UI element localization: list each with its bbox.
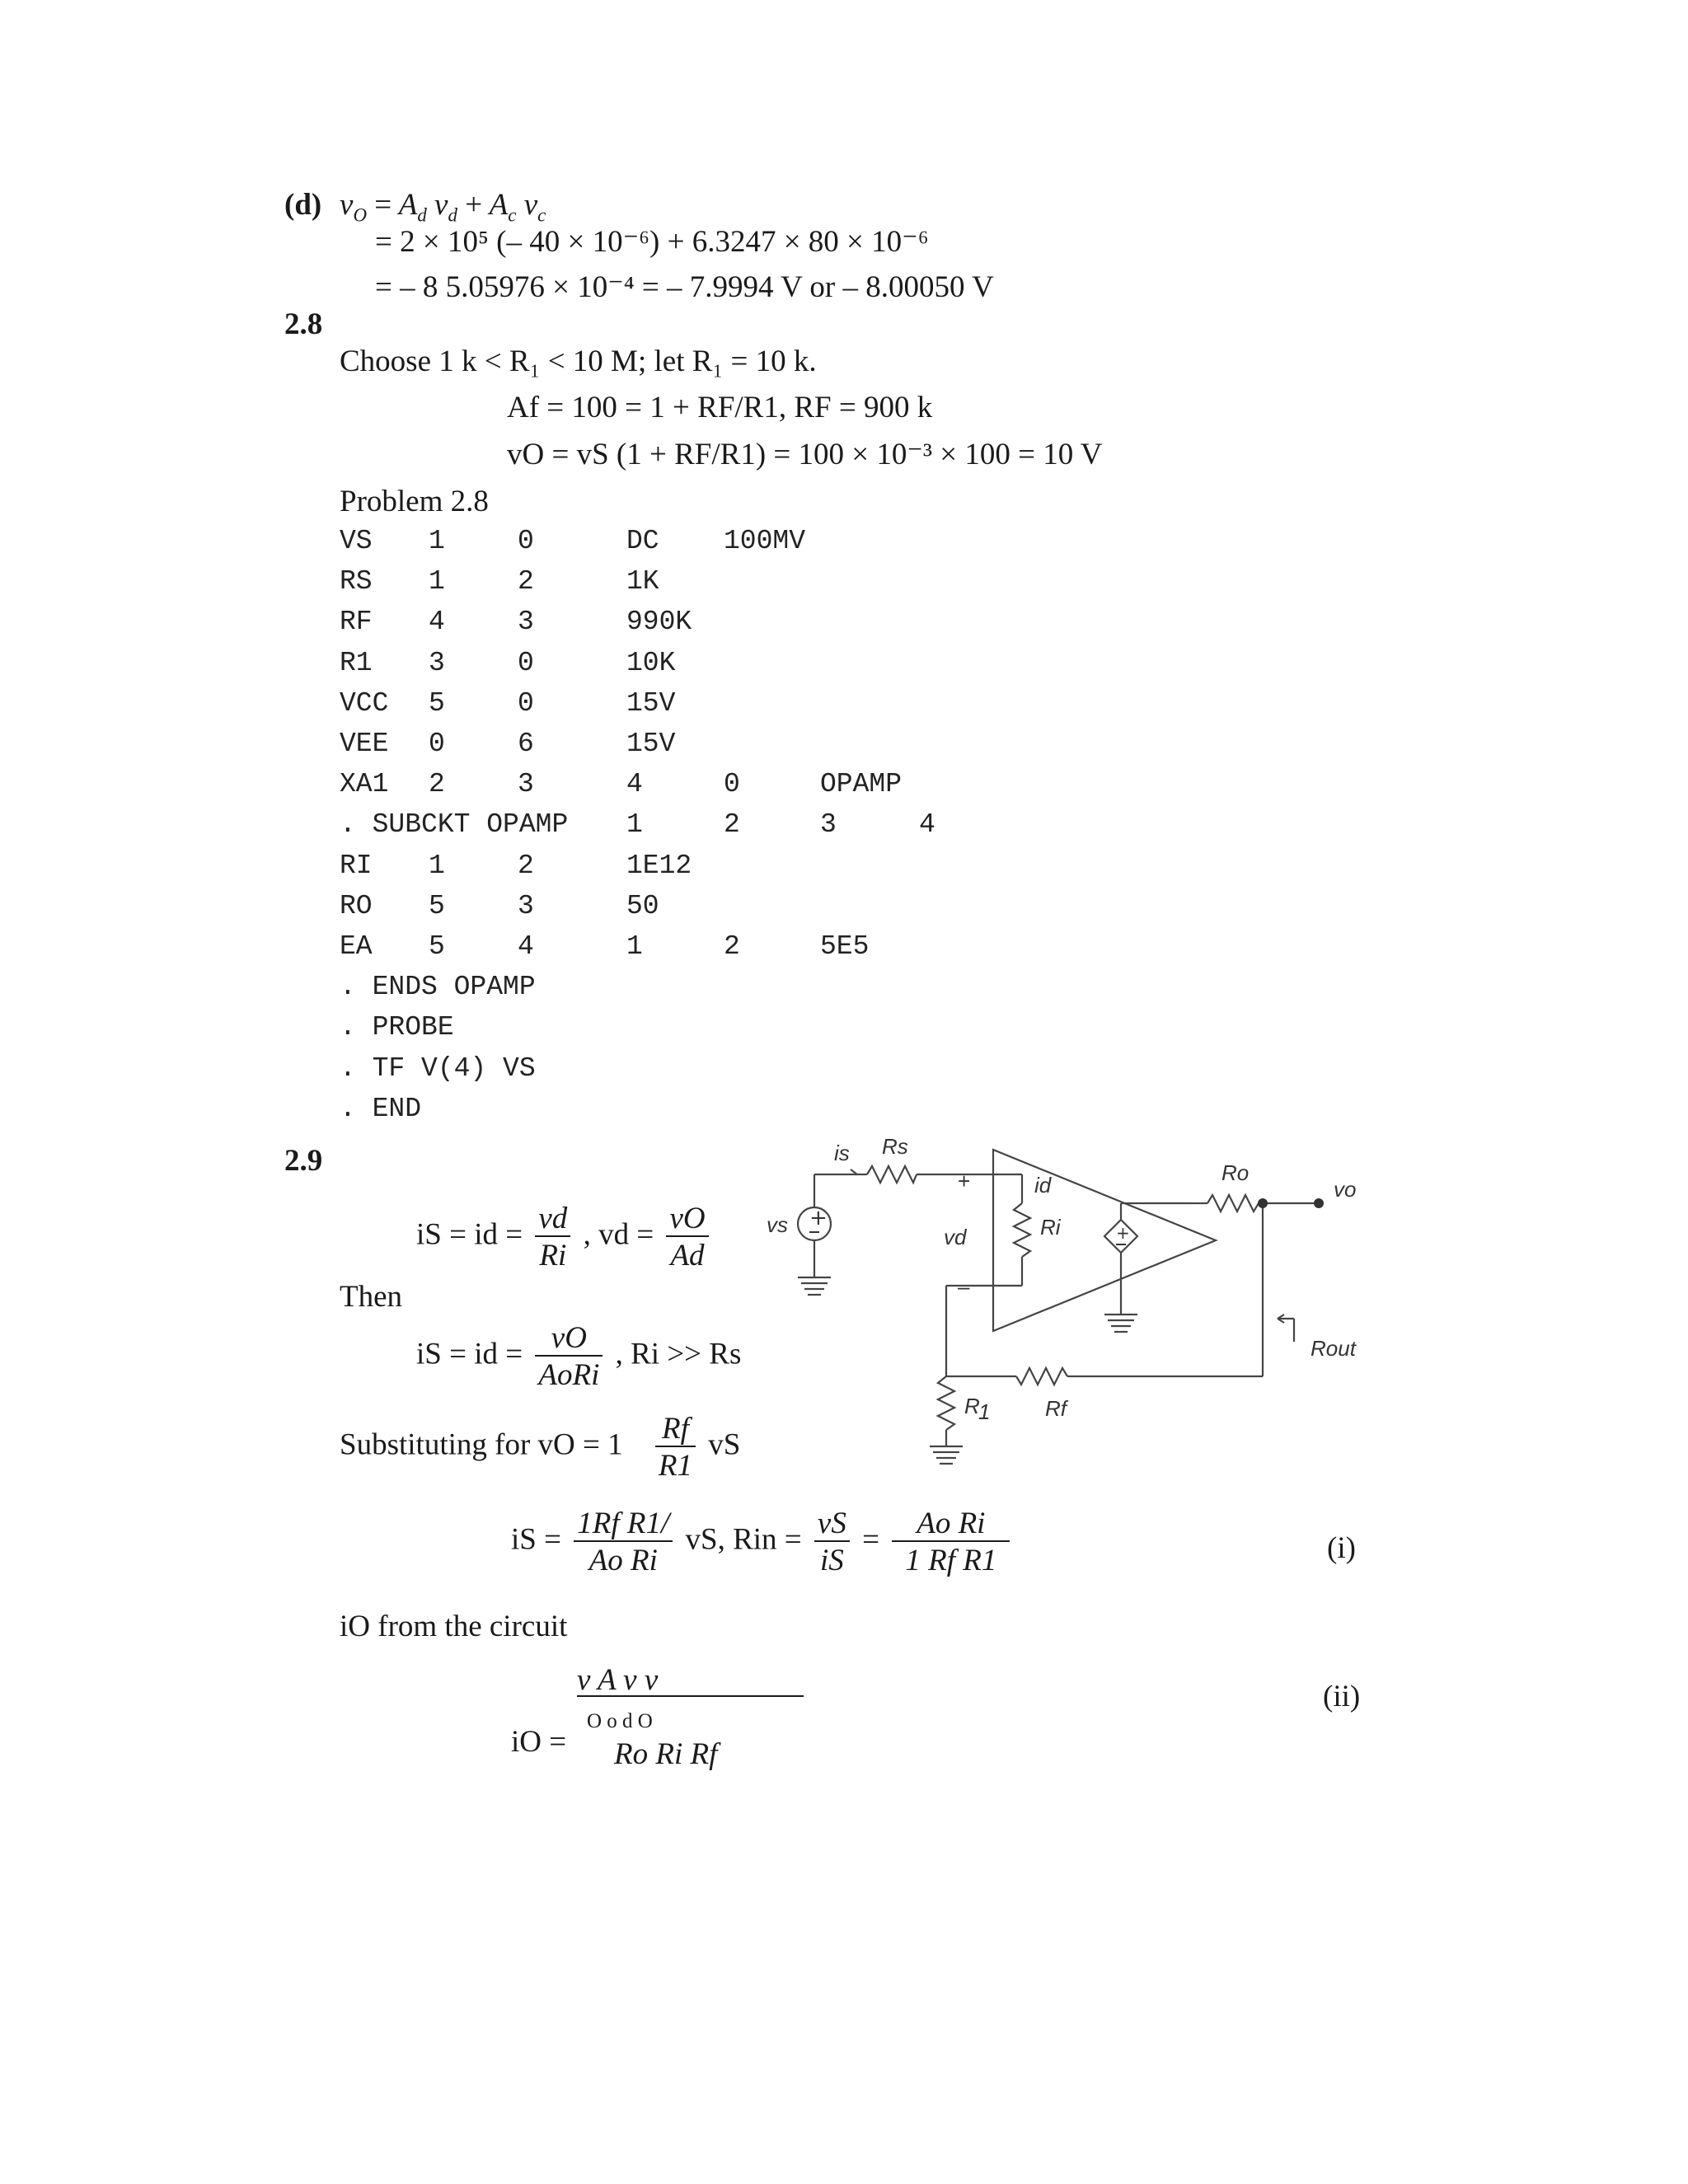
netlist-cell: 1 — [429, 526, 445, 556]
netlist-cell: 2 — [518, 850, 534, 881]
label-vs: vs — [767, 1212, 788, 1237]
netlist-cell: 1K — [626, 566, 659, 598]
eq4-numerator: v A v v — [577, 1665, 804, 1697]
netlist-cell: 990K — [626, 607, 692, 638]
netlist-cell: 0 — [429, 729, 445, 759]
netlist-cell: VS — [340, 526, 373, 556]
label-minus: – — [958, 1274, 970, 1299]
netlist-cell: 1 — [626, 931, 643, 962]
netlist-cell: 3 — [820, 809, 837, 841]
section-2-9-number: 2.9 — [284, 1144, 323, 1178]
netlist-cell: RO — [340, 890, 373, 921]
netlist-cell: 2 — [518, 566, 534, 598]
netlist-cell: DC — [626, 526, 659, 556]
netlist-cell: 5 — [429, 687, 445, 719]
netlist-cell: EA — [340, 931, 373, 962]
section-2-8-vo: vO = vS (1 + RF/R1) = 100 × 10⁻³ × 100 = 10 V — [507, 438, 1103, 471]
eq2: iS = id = $\frac{vO}{\text{AoRi}}$ , Ri >> Rs — [416, 1321, 742, 1392]
netlist-cell: 4 — [626, 769, 643, 800]
netlist-cell: 3 — [518, 890, 534, 921]
netlist-cell: . END — [340, 1093, 422, 1124]
netlist-cell: 0 — [518, 526, 534, 556]
netlist-cell: 0 — [724, 769, 740, 800]
svg-text:+: + — [1116, 1223, 1130, 1243]
netlist-cell: 5 — [429, 890, 445, 921]
eq3-tag: (i) — [1327, 1531, 1356, 1565]
netlist-cell: 5 — [429, 931, 445, 962]
netlist-cell: RI — [340, 850, 373, 881]
netlist-cell: 15V — [626, 729, 676, 759]
eq3: iS = $\frac{\text{1Rf R1/}}{\text{Ao Ri}}$ vS, Rin = $\frac{vS}{iS}$ = $\frac{\text{Ao Ri}}{\text{1 Rf R1}}$ — [511, 1508, 1015, 1576]
io-text: iO from the circuit — [340, 1610, 568, 1643]
label-vo: vo — [1334, 1177, 1357, 1202]
problem-title: Problem 2.8 — [340, 485, 489, 518]
part-d-label: (d) — [284, 188, 322, 222]
netlist-cell: 4 — [518, 931, 534, 962]
opamp-triangle — [993, 1150, 1216, 1331]
eq4-tag: (ii) — [1323, 1680, 1361, 1713]
netlist-cell: 15V — [626, 687, 676, 719]
resistor-ro — [1207, 1195, 1259, 1212]
netlist-cell: 4 — [429, 607, 445, 638]
label-r1: R — [964, 1394, 980, 1418]
netlist-cell: 50 — [626, 890, 659, 921]
netlist-cell: . TF V(4) VS — [340, 1052, 536, 1084]
netlist-cell: 100MV — [724, 526, 806, 556]
resistor-r1 — [938, 1376, 954, 1430]
label-ri: Ri — [1040, 1215, 1061, 1240]
resistor-rs — [867, 1166, 917, 1183]
opamp-circuit-diagram — [742, 1129, 1385, 1508]
netlist-cell: 1 — [429, 850, 445, 881]
eq-substitution: Substituting for vO = 1 $\frac{Rf}{R1}$ vS — [340, 1412, 741, 1483]
resistor-rf — [1016, 1368, 1067, 1385]
output-terminal — [1314, 1198, 1324, 1208]
netlist-cell: VEE — [340, 729, 389, 759]
netlist-cell: RF — [340, 607, 373, 638]
part-d-line1: $v_O = A_d$ $v_d + A_c$ $v_c$ — [340, 188, 546, 226]
netlist-cell: 2 — [724, 809, 740, 841]
netlist-cell: 10K — [626, 647, 676, 678]
netlist-cell: RS — [340, 566, 373, 598]
netlist-cell: R1 — [340, 647, 373, 678]
netlist-cell: . SUBCKT OPAMP — [340, 809, 569, 841]
netlist-cell: . PROBE — [340, 1012, 454, 1043]
section-2-8-number: 2.8 — [284, 307, 323, 341]
section-2-8-gain: Af = 100 = 1 + RF/R1, RF = 900 k — [507, 391, 933, 424]
netlist-cell: 0 — [518, 687, 534, 719]
then-label: Then — [340, 1280, 403, 1314]
netlist-cell: 3 — [429, 647, 445, 678]
netlist-cell: 1 — [429, 566, 445, 598]
label-rf: Rf — [1045, 1396, 1067, 1421]
eq1: iS = id = $\frac{vd}{Ri}$ , vd = $\frac{vO}{Ad}$ — [416, 1203, 714, 1271]
netlist-cell: 0 — [518, 647, 534, 678]
eq4-lhs: iO = — [511, 1725, 567, 1759]
part-d-line2: = 2 × 10⁵ (– 40 × 10⁻⁶) + 6.3247 × 80 × 10⁻⁶ — [375, 225, 929, 259]
netlist-cell: XA1 — [340, 769, 389, 800]
label-id: id — [1034, 1173, 1052, 1197]
label-rs: Rs — [882, 1134, 908, 1159]
netlist-cell: 3 — [518, 769, 534, 800]
label-plus: + — [958, 1169, 971, 1193]
netlist-cell: OPAMP — [820, 769, 903, 800]
netlist-cell: 3 — [518, 607, 534, 638]
netlist-cell: 1E12 — [626, 850, 692, 881]
label-ro: Ro — [1221, 1160, 1250, 1185]
netlist-cell: 2 — [429, 769, 445, 800]
label-vd: vd — [944, 1225, 967, 1249]
section-2-8-choose: Choose 1 k < R₁ < 10 M; let R₁ = 10 k. — [340, 344, 817, 378]
netlist-cell: VCC — [340, 687, 389, 719]
label-is: is — [834, 1141, 850, 1165]
resistor-ri — [1014, 1203, 1030, 1257]
eq4-denominator: Ro Ri Rf — [614, 1737, 718, 1771]
netlist-cell: 5E5 — [820, 931, 870, 962]
netlist-cell: 1 — [626, 809, 643, 841]
netlist-cell: 2 — [724, 931, 740, 962]
svg-text:+: + — [809, 1206, 828, 1230]
netlist-cell: . ENDS OPAMP — [340, 972, 536, 1003]
part-d-line3: = – 8 5.05976 × 10⁻⁴ = – 7.9994 V or – 8.00050 V — [375, 270, 994, 304]
output-node — [1258, 1198, 1268, 1208]
netlist-cell: 4 — [919, 809, 935, 841]
netlist-cell: 6 — [518, 729, 534, 759]
label-r1-sub: 1 — [978, 1399, 991, 1424]
eq4-subscripts: O o d O — [587, 1710, 653, 1732]
label-rout: Rout — [1311, 1336, 1356, 1361]
